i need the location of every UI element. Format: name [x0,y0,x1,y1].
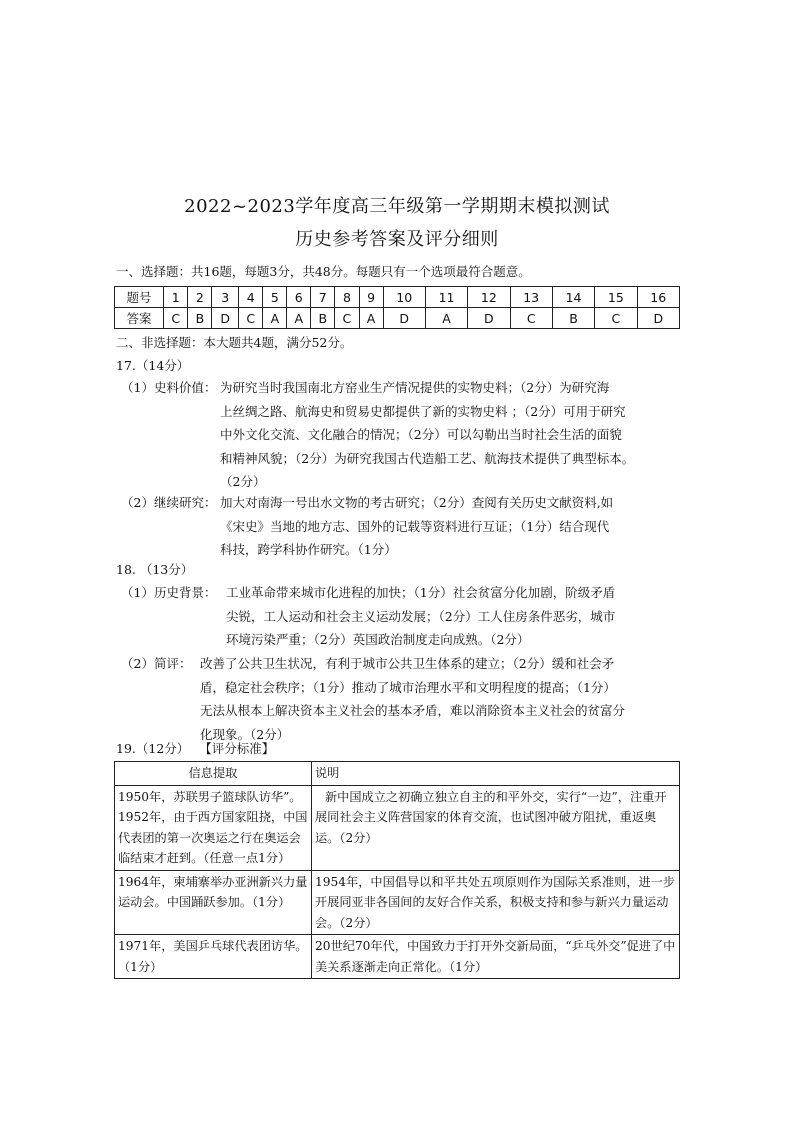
answer-letter: C [164,308,188,329]
table-row [115,870,680,935]
answer-letter: A [263,308,287,329]
section1-heading: 一、选择题：共16题，每题3分，共48分。每题只有一个选项最符合题意。 [116,264,531,279]
note-cell: 20世纪70年代，中国致力于打开外交新局面，“乒乓外交”促进了中美关系逐渐走向正常化。（1分） [312,935,680,979]
q18-part2-line: 改善了公共卫生状况，有利于城市公共卫生体系的建立；（2分）缓和社会矛 [200,656,615,671]
question-number: 8 [335,287,359,308]
q17-part1-line: 中外文化交流、文化融合的情况；（2分）可以勾勒出当时社会生活的面貌 [220,427,622,442]
q18-part1-line: 工业革命带来城市化进程的加快；（1分）社会贫富分化加剧，阶级矛盾 [226,585,616,600]
note-cell: 新中国成立之初确立独立自主的和平外交，实行“一边”，注重开展同社会主义阵营国家的体育交流，也试图冲破方阻扰，重返奥运。（2分） [312,785,680,870]
page-title: 2022~2023学年度高三年级第一学期期末模拟测试 [184,196,610,217]
answer-letter: D [637,308,679,329]
q18-part2-label: （2）简评： [121,656,192,671]
section2-heading: 二、非选择题：本大题共4题，满分52分。 [116,335,353,350]
q17-part1-line: （2分） [220,474,266,489]
q19-standard: 【评分标准】 [199,741,275,756]
table-row [115,785,680,870]
q17-part1-line: 为研究当时我国南北方窑业生产情况提供的实物史料；（2分）为研究海 [220,380,610,395]
question-number: 2 [188,287,212,308]
q17-part2-answer [220,491,690,562]
info-cell: 1964年，柬埔寨举办亚洲新兴力量运动会。中国踊跃参加。（1分） [115,870,312,935]
answer-letter: D [383,308,425,329]
question-number: 7 [311,287,335,308]
q17-part2-line: 科技，跨学科协作研究。（1分） [220,542,397,557]
question-number: 11 [425,287,467,308]
q19-table-head [115,762,680,786]
answer-letter: C [239,308,263,329]
question-number: 15 [595,287,637,308]
question-number: 6 [287,287,311,308]
question-number: 10 [383,287,425,308]
answer-letter: B [311,308,335,329]
q17-header: 17.（14分） [116,358,190,373]
info-cell: 1971年，美国乒乓球代表团访华。（1分） [115,935,312,979]
row-label-answer: 答案 [115,308,164,329]
table-row [115,935,680,979]
question-number: 5 [263,287,287,308]
question-number-row [115,287,680,308]
row-label-question: 题号 [115,287,164,308]
answer-letter: C [595,308,637,329]
question-number: 12 [468,287,510,308]
q18-part1-label: （1）历史背景： [121,585,217,600]
answer-letter: D [468,308,510,329]
q18-part2-line: 盾，稳定社会秩序；（1分）推动了城市治理水平和文明程度的提高；（1分） [200,679,616,695]
q18-part1-answer [226,581,686,652]
q19-header-line [116,739,274,759]
q17-part2-line: 《宋史》当地的地方志、国外的记载等资料进行互证；（1分）结合现代 [220,518,610,534]
info-cell: 1950年，苏联男子篮球队访华”。1952年，由于西方国家阻挠，中国代表团的第一次奥运之行在奥运会临结束才赶到。（任意一点1分） [115,785,312,870]
q17-part2-line: 加大对南海一号出水文物的考古研究；（2分）查阅有关历史文献资料,如 [220,495,614,510]
question-number: 13 [510,287,552,308]
question-number: 9 [359,287,383,308]
q18-part2-line: 无法从根本上解决资本主义社会的基本矛盾，难以消除资本主义社会的贫富分 [200,703,626,718]
column-header-note: 说明 [312,762,680,786]
page-subtitle: 历史参考答案及评分细则 [295,229,499,250]
q18-part2-line: 化现象。（2分） [200,726,290,742]
question-number: 16 [637,287,679,308]
question-number: 3 [212,287,239,308]
answer-key-table [114,286,680,329]
q17-part1-line: 和精神风貌；（2分）为研究我国古代造船工艺、航海技术提供了典型标本。 [220,450,635,466]
answer-letter: D [212,308,239,329]
q18-part2-answer [200,652,690,746]
question-number: 4 [239,287,263,308]
answer-letter: C [510,308,552,329]
note-cell: 1954年，中国倡导以和平共处五项原则作为国际关系准则，进一步开展同亚非各国间的友好合作关系，积极支持和参与新兴力量运动会。（2分） [312,870,680,935]
q18-header: 18. （13分） [116,562,194,577]
answer-letter: A [425,308,467,329]
answer-letter: B [188,308,212,329]
q18-part1-line: 尖锐，工人运动和社会主义运动发展；（2分）工人住房条件恶劣，城市 [226,608,616,624]
question-number: 14 [552,287,594,308]
q19-scoring-table [114,761,680,979]
answer-letter: A [287,308,311,329]
question-number: 1 [164,287,188,308]
q19-header: 19.（12分） [116,741,190,756]
column-header-info: 信息提取 [115,762,312,786]
answer-letter: B [552,308,594,329]
q17-part1-label: （1）史料价值： [121,380,217,395]
answer-letter: A [359,308,383,329]
answer-row [115,308,680,329]
q18-part1-line: 环境污染严重；（2分）英国政治制度走向成熟。（2分） [226,632,530,647]
q17-part2-label: （2）继续研究： [121,495,217,510]
q17-part1-answer [220,376,690,494]
q17-part1-line: 上丝绸之路、航海史和贸易史都提供了新的实物史料 ；（2分）可用于研究 [220,403,626,419]
answer-letter: C [335,308,359,329]
